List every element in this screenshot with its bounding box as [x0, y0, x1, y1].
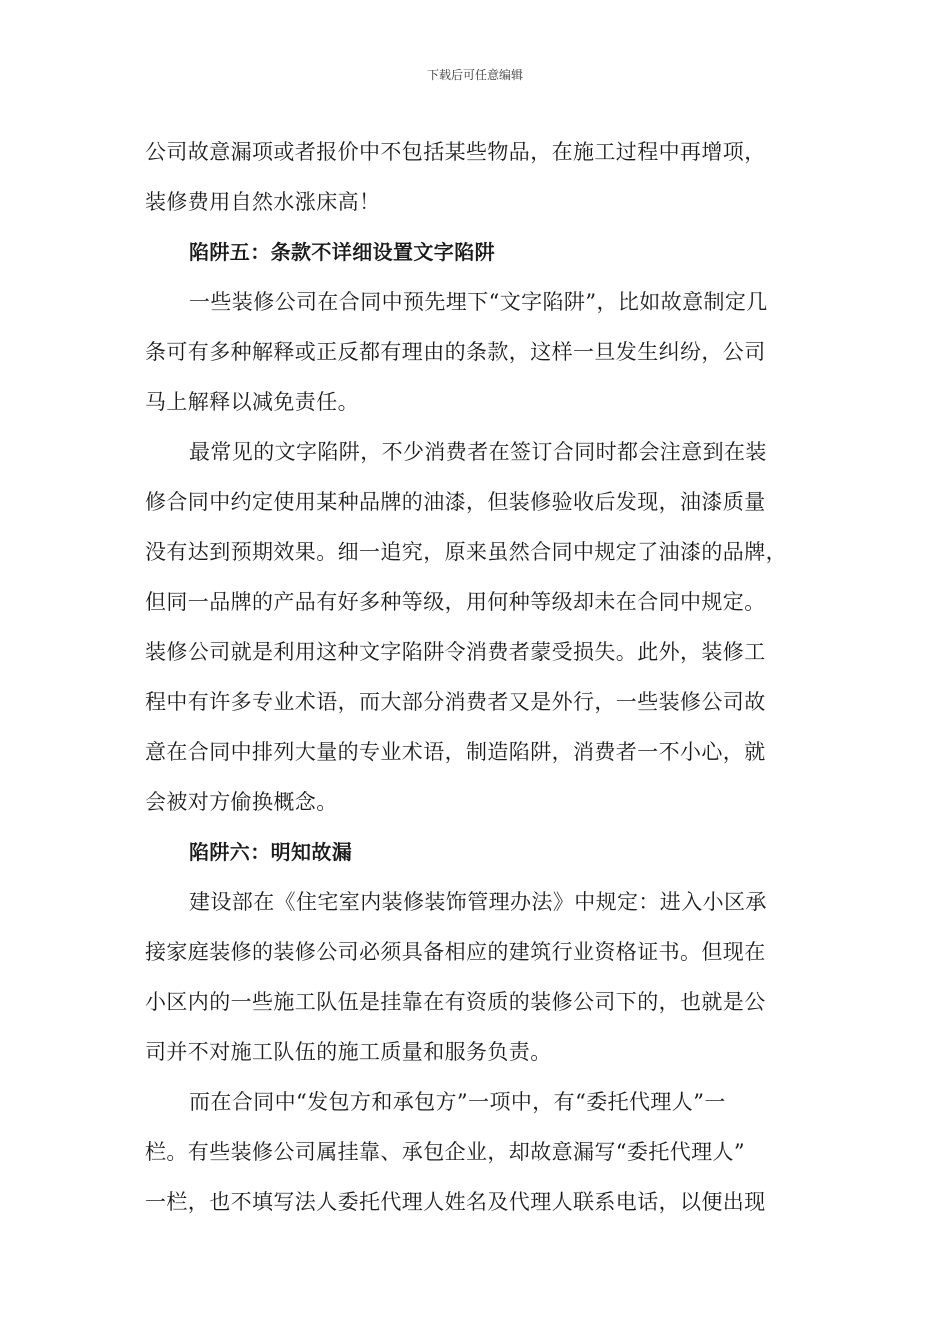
body-line: 接家庭装修的装修公司必须具备相应的建筑行业资格证书。但现在 [145, 940, 766, 964]
body-line: 装修公司就是利用这种文字陷阱令消费者蒙受损失。此外，装修工 [145, 640, 766, 664]
body-line: 会被对方偷换概念。 [145, 790, 338, 814]
section-heading: 陷阱五：条款不详细设置文字陷阱 [189, 240, 495, 264]
body-line: 马上解释以减免责任。 [145, 390, 359, 414]
body-line: 最常见的文字陷阱，不少消费者在签订合同时都会注意到在装 [189, 440, 767, 464]
section-heading: 陷阱六：明知故漏 [189, 840, 353, 864]
page-header: 下载后可任意编辑 [426, 68, 523, 82]
body-line: 但同一品牌的产品有好多种等级，用何种等级却未在合同中规定。 [145, 590, 766, 614]
body-line: 建设部在《住宅室内装修装饰管理办法》中规定：进入小区承 [189, 890, 767, 914]
body-line: 而在合同中“发包方和承包方”一项中，有“委托代理人”一 [189, 1090, 726, 1114]
body-line: 栏。有些装修公司属挂靠、承包企业，却故意漏写“委托代理人” [145, 1140, 746, 1164]
body-line: 公司故意漏项或者报价中不包括某些物品，在施工过程中再增项， [145, 140, 766, 164]
body-line: 小区内的一些施工队伍是挂靠在有资质的装修公司下的，也就是公 [145, 990, 766, 1014]
body-line: 装修费用自然水涨床高！ [145, 190, 381, 214]
body-line: 意在合同中排列大量的专业术语，制造陷阱，消费者一不小心，就 [145, 740, 766, 764]
document-body [145, 127, 800, 1227]
body-line: 修合同中约定使用某种品牌的油漆，但装修验收后发现，油漆质量 [145, 490, 766, 514]
body-line: 条可有多种解释或正反都有理由的条款，这样一旦发生纠纷，公司 [145, 340, 766, 364]
body-line: 一栏，也不填写法人委托代理人姓名及代理人联系电话，以便出现 [145, 1190, 766, 1214]
body-line: 没有达到预期效果。细一追究，原来虽然合同中规定了油漆的品牌， [145, 540, 787, 564]
body-line: 司并不对施工队伍的施工质量和服务负责。 [145, 1040, 552, 1064]
body-line: 一些装修公司在合同中预先埋下“文字陷阱”，比如故意制定几 [189, 290, 768, 314]
body-line: 程中有许多专业术语，而大部分消费者又是外行，一些装修公司故 [145, 690, 766, 714]
